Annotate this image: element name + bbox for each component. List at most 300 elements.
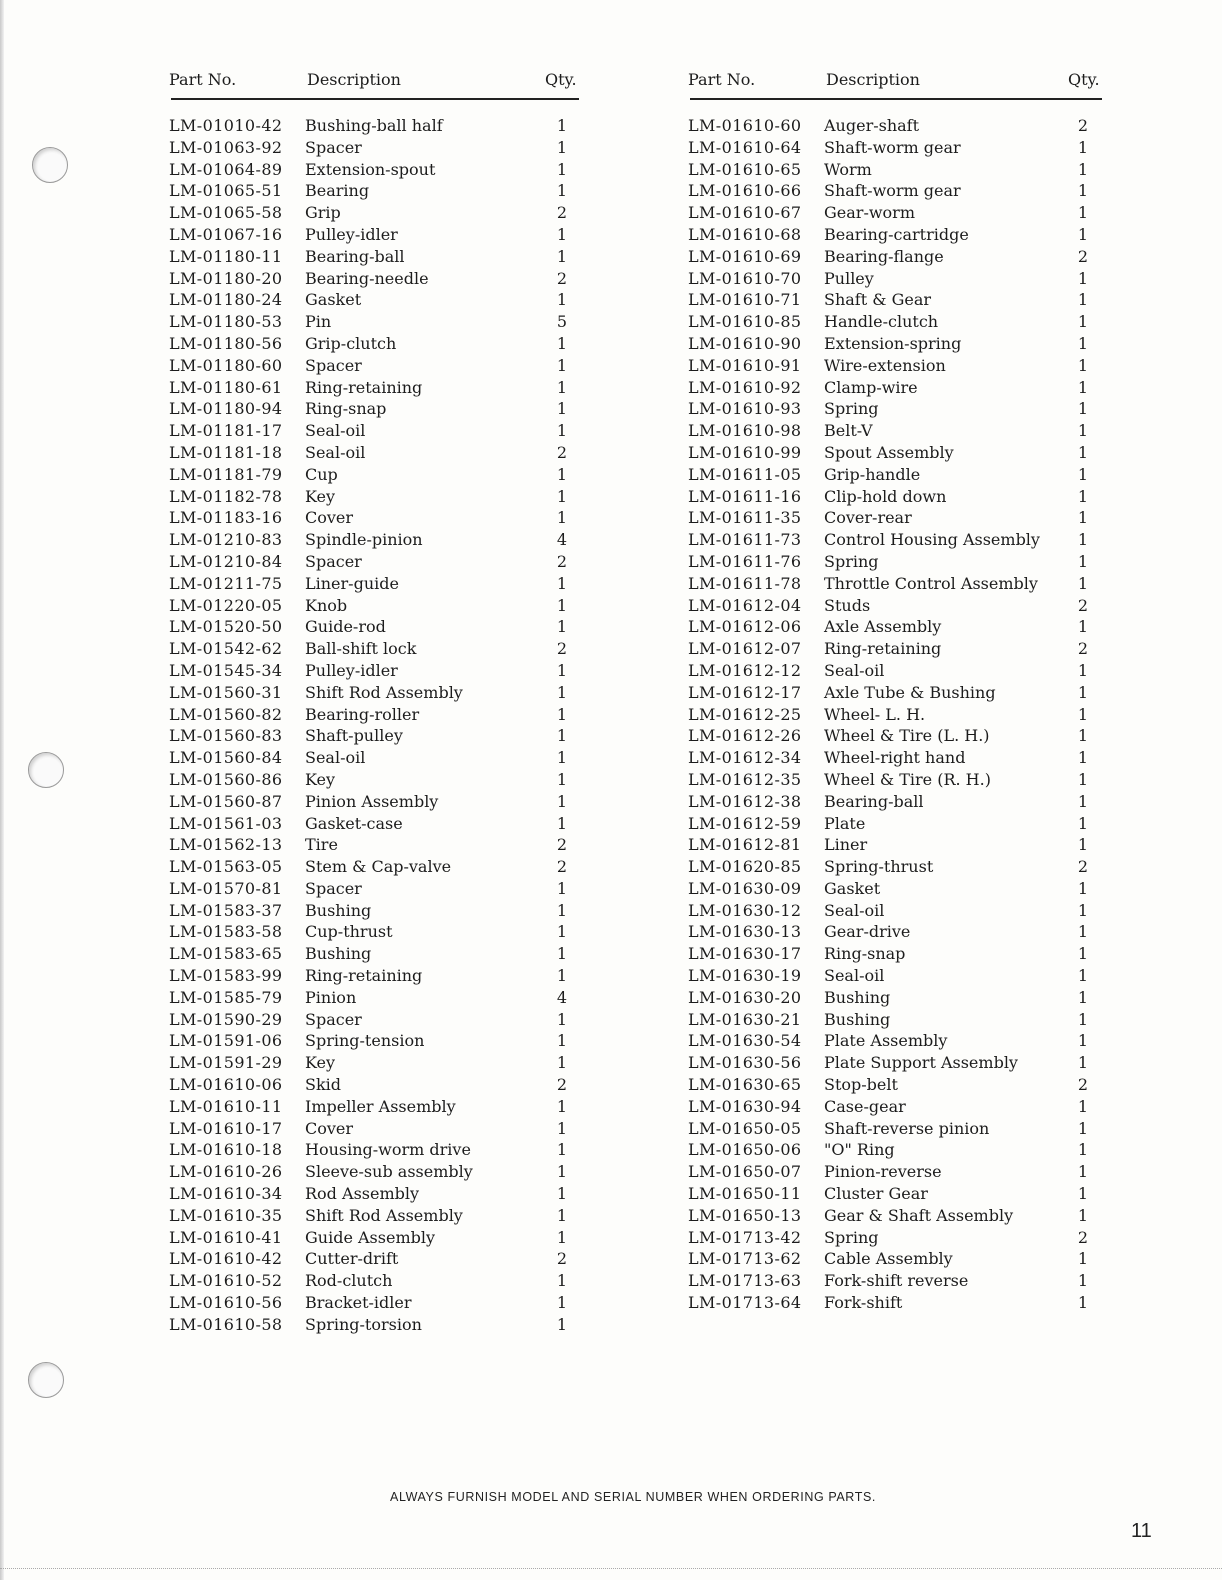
part-description: Fork-shift reverse bbox=[824, 1271, 969, 1291]
part-description: Extension-spout bbox=[305, 159, 436, 179]
part-description: Ring-snap bbox=[305, 399, 387, 419]
part-number: LM-01610-64 bbox=[688, 137, 802, 157]
part-number: LM-01610-93 bbox=[688, 399, 802, 419]
part-description: Auger-shaft bbox=[824, 116, 920, 135]
part-quantity: 1 bbox=[1077, 791, 1089, 811]
part-number: LM-01590-29 bbox=[169, 1009, 283, 1029]
part-quantity: 1 bbox=[556, 1053, 568, 1073]
part-number: LM-01610-34 bbox=[169, 1184, 283, 1204]
part-number: LM-01610-90 bbox=[688, 333, 802, 353]
part-quantity: 2 bbox=[556, 268, 568, 288]
part-description: Extension-spring bbox=[824, 333, 962, 353]
part-number: LM-01610-66 bbox=[688, 181, 802, 201]
part-quantity: 1 bbox=[1077, 486, 1089, 506]
part-number: LM-01181-18 bbox=[169, 442, 283, 462]
part-quantity: 1 bbox=[556, 159, 568, 179]
part-number: LM-01713-63 bbox=[688, 1271, 802, 1291]
punch-hole-icon bbox=[32, 147, 68, 183]
part-number: LM-01610-99 bbox=[688, 442, 802, 462]
part-number: LM-01560-83 bbox=[169, 726, 283, 746]
part-description: Cover bbox=[305, 1118, 354, 1138]
part-description: Spacer bbox=[305, 1009, 362, 1029]
part-description: Bearing-ball bbox=[305, 246, 405, 266]
part-description: Cup bbox=[305, 464, 338, 484]
part-quantity: 1 bbox=[1077, 966, 1089, 986]
part-number: LM-01585-79 bbox=[169, 987, 283, 1007]
part-quantity: 1 bbox=[556, 137, 568, 157]
part-quantity: 2 bbox=[556, 639, 568, 659]
header-qty: Qty. bbox=[1068, 70, 1100, 89]
part-description: Gear & Shaft Assembly bbox=[824, 1205, 1014, 1225]
part-number: LM-01630-17 bbox=[688, 944, 802, 964]
part-quantity: 1 bbox=[556, 944, 568, 964]
part-quantity: 1 bbox=[556, 682, 568, 702]
part-description: Worm bbox=[824, 159, 872, 179]
part-description: Bearing-ball bbox=[824, 791, 924, 811]
part-description: Bearing-cartridge bbox=[824, 224, 969, 244]
part-number: LM-01560-84 bbox=[169, 748, 283, 768]
part-number: LM-01610-58 bbox=[169, 1314, 283, 1334]
part-quantity: 1 bbox=[556, 1031, 568, 1051]
part-number: LM-01650-13 bbox=[688, 1205, 802, 1225]
part-quantity: 1 bbox=[556, 704, 568, 724]
part-number: LM-01650-06 bbox=[688, 1140, 802, 1160]
part-quantity: 1 bbox=[1077, 987, 1089, 1007]
part-number: LM-01630-19 bbox=[688, 966, 802, 986]
part-description: Pin bbox=[305, 312, 332, 332]
part-number: LM-01630-56 bbox=[688, 1053, 802, 1073]
part-quantity: 1 bbox=[556, 486, 568, 506]
part-description: Key bbox=[305, 769, 336, 789]
part-quantity: 1 bbox=[556, 617, 568, 637]
part-number: LM-01630-54 bbox=[688, 1031, 802, 1051]
part-number: LM-01562-13 bbox=[169, 835, 283, 855]
part-number: LM-01180-60 bbox=[169, 355, 283, 375]
part-number: LM-01067-16 bbox=[169, 224, 283, 244]
part-number: LM-01650-11 bbox=[688, 1184, 802, 1204]
part-number: LM-01612-26 bbox=[688, 726, 802, 746]
part-quantity: 1 bbox=[1077, 573, 1089, 593]
part-description: Plate bbox=[824, 813, 866, 833]
part-description: Guide-rod bbox=[305, 617, 386, 637]
part-description: Studs bbox=[824, 595, 871, 615]
part-description: Seal-oil bbox=[305, 421, 366, 441]
part-quantity: 1 bbox=[556, 116, 568, 135]
part-number: LM-01650-07 bbox=[688, 1162, 802, 1182]
part-quantity: 1 bbox=[1077, 1009, 1089, 1029]
part-description: Spring bbox=[824, 1227, 879, 1247]
part-number: LM-01611-78 bbox=[688, 573, 802, 593]
part-description: Bushing bbox=[305, 944, 372, 964]
part-number: LM-01570-81 bbox=[169, 878, 283, 898]
part-quantity: 2 bbox=[1077, 116, 1089, 135]
part-quantity: 1 bbox=[556, 508, 568, 528]
part-description: Spindle-pinion bbox=[305, 530, 423, 550]
part-number: LM-01180-53 bbox=[169, 312, 283, 332]
part-number: LM-01064-89 bbox=[169, 159, 283, 179]
part-number: LM-01545-34 bbox=[169, 660, 283, 680]
part-number: LM-01583-37 bbox=[169, 900, 283, 920]
part-number: LM-01211-75 bbox=[169, 573, 283, 593]
part-quantity: 1 bbox=[556, 1009, 568, 1029]
part-number: LM-01611-16 bbox=[688, 486, 802, 506]
part-description: Shift Rod Assembly bbox=[305, 1205, 463, 1225]
part-number: LM-01610-67 bbox=[688, 203, 802, 223]
part-description: Clamp-wire bbox=[824, 377, 918, 397]
part-description: Ball-shift lock bbox=[305, 639, 417, 659]
header-rule bbox=[171, 98, 579, 100]
part-description: Wheel & Tire (R. H.) bbox=[824, 769, 991, 789]
part-description: Bushing-ball half bbox=[305, 116, 443, 135]
part-description: Shaft-worm gear bbox=[824, 137, 961, 157]
part-quantity: 1 bbox=[1077, 1118, 1089, 1138]
part-description: Bracket-idler bbox=[305, 1293, 412, 1313]
part-description: Wheel- L. H. bbox=[824, 704, 926, 724]
part-number: LM-01713-64 bbox=[688, 1293, 802, 1313]
part-number: LM-01180-94 bbox=[169, 399, 283, 419]
part-number: LM-01010-42 bbox=[169, 116, 283, 135]
part-number: LM-01180-20 bbox=[169, 268, 283, 288]
part-quantity: 2 bbox=[1077, 639, 1089, 659]
header-rule bbox=[690, 98, 1102, 100]
part-quantity: 1 bbox=[556, 1271, 568, 1291]
part-number: LM-01063-92 bbox=[169, 137, 283, 157]
part-quantity: 1 bbox=[1077, 551, 1089, 571]
part-description: Ring-snap bbox=[824, 944, 906, 964]
scan-edge-left bbox=[0, 0, 4, 1580]
part-quantity: 1 bbox=[1077, 835, 1089, 855]
part-quantity: 2 bbox=[556, 203, 568, 223]
part-number: LM-01180-11 bbox=[169, 246, 283, 266]
part-number: LM-01612-59 bbox=[688, 813, 802, 833]
part-description: Gear-drive bbox=[824, 922, 911, 942]
part-number: LM-01610-71 bbox=[688, 290, 802, 310]
part-description: Gasket bbox=[824, 878, 881, 898]
part-quantity: 1 bbox=[1077, 224, 1089, 244]
part-description: Key bbox=[305, 1053, 336, 1073]
part-number: LM-01610-98 bbox=[688, 421, 802, 441]
ordering-note: ALWAYS FURNISH MODEL AND SERIAL NUMBER WHEN ORDERING PARTS. bbox=[390, 1490, 876, 1504]
part-number: LM-01610-17 bbox=[169, 1118, 283, 1138]
part-number: LM-01612-35 bbox=[688, 769, 802, 789]
part-description: Liner bbox=[824, 835, 868, 855]
part-number: LM-01612-12 bbox=[688, 660, 802, 680]
part-description: Ring-retaining bbox=[305, 966, 423, 986]
part-quantity: 1 bbox=[1077, 1271, 1089, 1291]
part-description: Cable Assembly bbox=[824, 1249, 953, 1269]
part-description: Liner-guide bbox=[305, 573, 399, 593]
part-number: LM-01611-73 bbox=[688, 530, 802, 550]
part-number: LM-01583-58 bbox=[169, 922, 283, 942]
part-number: LM-01611-35 bbox=[688, 508, 802, 528]
part-description: Spacer bbox=[305, 878, 362, 898]
part-description: Axle Tube & Bushing bbox=[824, 682, 996, 702]
part-number: LM-01610-68 bbox=[688, 224, 802, 244]
part-number: LM-01542-62 bbox=[169, 639, 283, 659]
part-quantity: 1 bbox=[556, 922, 568, 942]
part-quantity: 1 bbox=[1077, 268, 1089, 288]
part-quantity: 1 bbox=[556, 595, 568, 615]
part-number: LM-01561-03 bbox=[169, 813, 283, 833]
part-description: Axle Assembly bbox=[824, 617, 942, 637]
part-quantity: 1 bbox=[1077, 769, 1089, 789]
part-description: Cover-rear bbox=[824, 508, 912, 528]
part-description: Pinion bbox=[305, 987, 357, 1007]
part-number: LM-01610-92 bbox=[688, 377, 802, 397]
part-quantity: 4 bbox=[556, 987, 568, 1007]
part-description: Pulley bbox=[824, 268, 874, 288]
punch-hole-icon bbox=[28, 1362, 64, 1398]
part-quantity: 2 bbox=[556, 442, 568, 462]
part-number: LM-01650-05 bbox=[688, 1118, 802, 1138]
part-number: LM-01180-61 bbox=[169, 377, 283, 397]
part-description: Grip bbox=[305, 203, 341, 223]
part-number: LM-01612-04 bbox=[688, 595, 802, 615]
part-number: LM-01630-12 bbox=[688, 900, 802, 920]
part-description: Spout Assembly bbox=[824, 442, 954, 462]
part-quantity: 1 bbox=[1077, 1293, 1089, 1313]
part-description: Handle-clutch bbox=[824, 312, 939, 332]
part-description: Guide Assembly bbox=[305, 1227, 436, 1247]
part-quantity: 1 bbox=[556, 726, 568, 746]
part-description: Bearing-roller bbox=[305, 704, 420, 724]
part-description: Pinion Assembly bbox=[305, 791, 439, 811]
part-quantity: 2 bbox=[1077, 595, 1089, 615]
part-number: LM-01612-81 bbox=[688, 835, 802, 855]
part-description: Seal-oil bbox=[305, 442, 366, 462]
part-quantity: 1 bbox=[1077, 1140, 1089, 1160]
part-description: Grip-handle bbox=[824, 464, 921, 484]
part-quantity: 1 bbox=[1077, 1249, 1089, 1269]
part-quantity: 1 bbox=[1077, 203, 1089, 223]
part-description: Ring-retaining bbox=[824, 639, 942, 659]
part-quantity: 1 bbox=[556, 748, 568, 768]
part-description: Throttle Control Assembly bbox=[824, 573, 1038, 593]
part-quantity: 2 bbox=[556, 835, 568, 855]
part-quantity: 1 bbox=[1077, 137, 1089, 157]
part-quantity: 1 bbox=[1077, 181, 1089, 201]
part-quantity: 2 bbox=[1077, 857, 1089, 877]
part-quantity: 1 bbox=[556, 791, 568, 811]
part-description: Knob bbox=[305, 595, 348, 615]
part-quantity: 1 bbox=[556, 464, 568, 484]
part-number: LM-01180-56 bbox=[169, 333, 283, 353]
part-quantity: 1 bbox=[1077, 1096, 1089, 1116]
part-description: Rod Assembly bbox=[305, 1184, 420, 1204]
part-description: Rod-clutch bbox=[305, 1271, 393, 1291]
part-description: Seal-oil bbox=[824, 966, 885, 986]
part-description: Control Housing Assembly bbox=[824, 530, 1040, 550]
part-number: LM-01610-56 bbox=[169, 1293, 283, 1313]
part-quantity: 1 bbox=[1077, 399, 1089, 419]
part-quantity: 1 bbox=[1077, 377, 1089, 397]
part-quantity: 1 bbox=[1077, 1162, 1089, 1182]
part-number: LM-01713-42 bbox=[688, 1227, 802, 1247]
part-number: LM-01612-07 bbox=[688, 639, 802, 659]
part-description: Shift Rod Assembly bbox=[305, 682, 463, 702]
part-quantity: 1 bbox=[1077, 617, 1089, 637]
part-number: LM-01630-65 bbox=[688, 1075, 802, 1095]
part-quantity: 1 bbox=[556, 421, 568, 441]
part-quantity: 2 bbox=[1077, 1227, 1089, 1247]
part-quantity: 1 bbox=[1077, 1031, 1089, 1051]
part-description: Seal-oil bbox=[824, 900, 885, 920]
part-quantity: 1 bbox=[556, 769, 568, 789]
part-quantity: 4 bbox=[556, 530, 568, 550]
part-number: LM-01065-58 bbox=[169, 203, 283, 223]
part-quantity: 1 bbox=[1077, 355, 1089, 375]
part-quantity: 1 bbox=[1077, 726, 1089, 746]
part-description: Spacer bbox=[305, 551, 362, 571]
part-number: LM-01612-17 bbox=[688, 682, 802, 702]
part-description: Spring-tension bbox=[305, 1031, 425, 1051]
part-number: LM-01591-06 bbox=[169, 1031, 283, 1051]
part-number: LM-01610-52 bbox=[169, 1271, 283, 1291]
part-description: Tire bbox=[305, 835, 338, 855]
part-number: LM-01611-76 bbox=[688, 551, 802, 571]
part-description: Stem & Cap-valve bbox=[305, 857, 452, 877]
part-description: Spring bbox=[824, 551, 879, 571]
part-description: Fork-shift bbox=[824, 1293, 903, 1313]
part-description: Cutter-drift bbox=[305, 1249, 399, 1269]
part-quantity: 1 bbox=[1077, 813, 1089, 833]
part-quantity: 1 bbox=[556, 660, 568, 680]
part-number: LM-01630-20 bbox=[688, 987, 802, 1007]
part-number: LM-01591-29 bbox=[169, 1053, 283, 1073]
part-description: Clip-hold down bbox=[824, 486, 947, 506]
part-description: Gear-worm bbox=[824, 203, 915, 223]
part-quantity: 1 bbox=[1077, 442, 1089, 462]
part-description: Skid bbox=[305, 1075, 342, 1095]
part-description: Plate Assembly bbox=[824, 1031, 948, 1051]
part-quantity: 5 bbox=[556, 312, 568, 332]
part-description: Spacer bbox=[305, 137, 362, 157]
part-number: LM-01610-18 bbox=[169, 1140, 283, 1160]
part-description: Cover bbox=[305, 508, 354, 528]
part-quantity: 1 bbox=[1077, 312, 1089, 332]
part-quantity: 1 bbox=[1077, 660, 1089, 680]
part-description: Wire-extension bbox=[824, 355, 946, 375]
part-quantity: 1 bbox=[1077, 1053, 1089, 1073]
part-quantity: 1 bbox=[1077, 159, 1089, 179]
part-quantity: 2 bbox=[556, 857, 568, 877]
part-number: LM-01611-05 bbox=[688, 464, 802, 484]
part-number: LM-01610-06 bbox=[169, 1075, 283, 1095]
part-number: LM-01520-50 bbox=[169, 617, 283, 637]
part-quantity: 1 bbox=[556, 1162, 568, 1182]
part-number: LM-01610-35 bbox=[169, 1205, 283, 1225]
part-description: Bearing-flange bbox=[824, 246, 944, 266]
part-number: LM-01610-91 bbox=[688, 355, 802, 375]
part-description: Impeller Assembly bbox=[305, 1096, 456, 1116]
part-number: LM-01583-65 bbox=[169, 944, 283, 964]
part-description: Gasket bbox=[305, 290, 362, 310]
part-number: LM-01182-78 bbox=[169, 486, 283, 506]
part-quantity: 1 bbox=[1077, 464, 1089, 484]
part-description: Shaft & Gear bbox=[824, 290, 932, 310]
part-description: Shaft-reverse pinion bbox=[824, 1118, 990, 1138]
part-number: LM-01630-09 bbox=[688, 878, 802, 898]
part-number: LM-01560-86 bbox=[169, 769, 283, 789]
header-part-no: Part No. bbox=[688, 70, 756, 89]
part-quantity: 1 bbox=[556, 224, 568, 244]
part-description: Sleeve-sub assembly bbox=[305, 1162, 473, 1182]
part-description: Ring-retaining bbox=[305, 377, 423, 397]
part-quantity: 1 bbox=[556, 1140, 568, 1160]
part-quantity: 2 bbox=[556, 1075, 568, 1095]
part-quantity: 1 bbox=[556, 355, 568, 375]
part-description: Pulley-idler bbox=[305, 224, 398, 244]
part-description: Grip-clutch bbox=[305, 333, 397, 353]
part-quantity: 1 bbox=[1077, 944, 1089, 964]
part-number: LM-01612-34 bbox=[688, 748, 802, 768]
part-quantity: 1 bbox=[556, 966, 568, 986]
part-description: Gasket-case bbox=[305, 813, 403, 833]
part-number: LM-01610-42 bbox=[169, 1249, 283, 1269]
part-description: Belt-V bbox=[824, 421, 873, 441]
part-quantity: 1 bbox=[1077, 878, 1089, 898]
part-description: Pulley-idler bbox=[305, 660, 398, 680]
part-description: Cup-thrust bbox=[305, 922, 393, 942]
part-description: Housing-worm drive bbox=[305, 1140, 471, 1160]
page-number: 11 bbox=[1131, 1520, 1152, 1542]
part-number: LM-01560-31 bbox=[169, 682, 283, 702]
part-quantity: 1 bbox=[1077, 1184, 1089, 1204]
part-quantity: 1 bbox=[556, 878, 568, 898]
part-quantity: 1 bbox=[1077, 508, 1089, 528]
part-quantity: 1 bbox=[556, 377, 568, 397]
part-number: LM-01610-11 bbox=[169, 1096, 283, 1116]
part-quantity: 1 bbox=[1077, 682, 1089, 702]
part-quantity: 2 bbox=[1077, 1075, 1089, 1095]
part-description: Seal-oil bbox=[305, 748, 366, 768]
part-quantity: 1 bbox=[556, 1096, 568, 1116]
part-quantity: 1 bbox=[556, 181, 568, 201]
part-description: Seal-oil bbox=[824, 660, 885, 680]
part-number: LM-01181-79 bbox=[169, 464, 283, 484]
part-quantity: 1 bbox=[1077, 748, 1089, 768]
part-description: Shaft-pulley bbox=[305, 726, 403, 746]
part-description: Pinion-reverse bbox=[824, 1162, 942, 1182]
part-number: LM-01612-38 bbox=[688, 791, 802, 811]
part-description: Cluster Gear bbox=[824, 1184, 928, 1204]
part-description: Stop-belt bbox=[824, 1075, 898, 1095]
part-number: LM-01630-21 bbox=[688, 1009, 802, 1029]
part-description: Spacer bbox=[305, 355, 362, 375]
part-number: LM-01630-13 bbox=[688, 922, 802, 942]
part-quantity: 1 bbox=[1077, 900, 1089, 920]
part-quantity: 2 bbox=[1077, 246, 1089, 266]
part-number: LM-01612-25 bbox=[688, 704, 802, 724]
part-description: Wheel-right hand bbox=[824, 748, 966, 768]
part-description: Wheel & Tire (L. H.) bbox=[824, 726, 990, 746]
part-number: LM-01612-06 bbox=[688, 617, 802, 637]
part-description: Spring bbox=[824, 399, 879, 419]
header-part-no: Part No. bbox=[169, 70, 237, 89]
part-description: Plate Support Assembly bbox=[824, 1053, 1018, 1073]
part-quantity: 1 bbox=[1077, 1205, 1089, 1225]
scan-edge-bottom bbox=[0, 1568, 1222, 1570]
part-quantity: 1 bbox=[556, 290, 568, 310]
header-description: Description bbox=[826, 70, 920, 89]
part-number: LM-01620-85 bbox=[688, 857, 802, 877]
part-number: LM-01210-83 bbox=[169, 530, 283, 550]
part-quantity: 1 bbox=[556, 333, 568, 353]
part-description: Shaft-worm gear bbox=[824, 181, 961, 201]
part-number: LM-01183-16 bbox=[169, 508, 283, 528]
part-description: Case-gear bbox=[824, 1096, 906, 1116]
part-quantity: 1 bbox=[1077, 530, 1089, 550]
